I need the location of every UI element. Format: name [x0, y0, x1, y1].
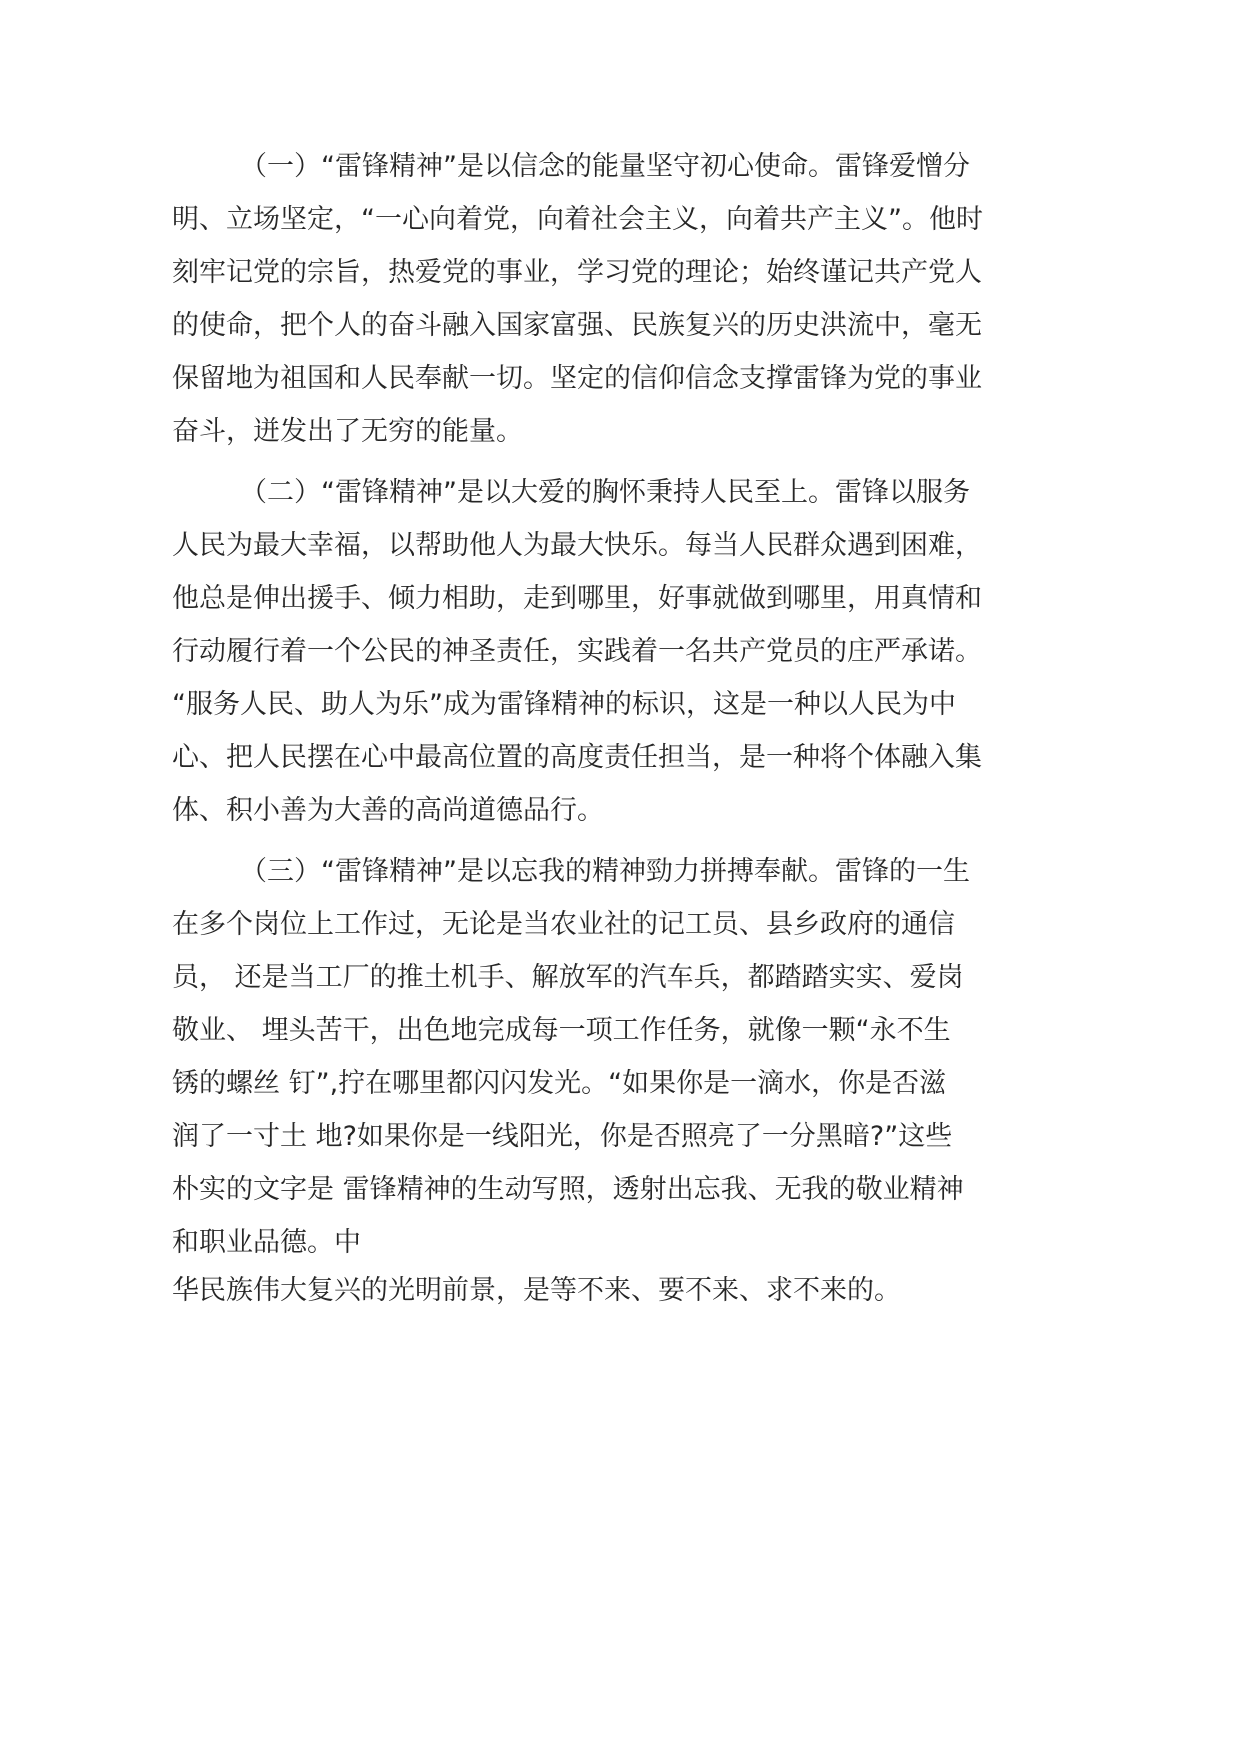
paragraph-3-line-3: 员， 还是当工厂的推土机手、解放军的汽车兵，都踏踏实实、爱岗 — [172, 962, 964, 993]
paragraph-3-line-1: （三）“雷锋精神”是以忘我的精神勁力拼搏奉献。雷锋的一生 — [240, 856, 970, 887]
paragraph-3-line-4: 敬业、 埋头苦干，出色地完成每一项工作任务，就像一颗“永不生 — [172, 1015, 951, 1046]
paragraph-1-line-5: 保留地为祖国和人民奉献一切。坚定的信仰信念支撑雷锋为党的事业 — [172, 363, 982, 394]
paragraph-1-line-3: 刻牢记党的宗旨，热爱党的事业，学习党的理论；始终谨记共产党人 — [172, 257, 982, 288]
paragraph-2-line-2: 人民为最大幸福，以帮助他人为最大快乐。每当人民群众遇到困难， — [172, 530, 982, 561]
paragraph-3-line-8: 和职业品德。中 — [172, 1227, 361, 1258]
paragraph-1-line-4: 的使命，把个人的奋斗融入国家富强、民族复兴的历史洪流中，毫无 — [172, 310, 982, 341]
paragraph-2-line-6: 心、把人民摆在心中最高位置的高度责任担当，是一种将个体融入集 — [172, 742, 982, 773]
paragraph-3-line-9: 华民族伟大复兴的光明前景，是等不来、要不来、求不来的。 — [172, 1275, 901, 1306]
paragraph-3-line-6: 润了一寸土 地?如果你是一线阳光，你是否照亮了一分黑暗?”这些 — [172, 1121, 953, 1152]
paragraph-3-line-2: 在多个岗位上工作过，无论是当农业社的记工员、县乡政府的通信 — [172, 909, 955, 940]
paragraph-2-line-1: （二）“雷锋精神”是以大爱的胸怀秉持人民至上。雷锋以服务 — [240, 477, 970, 508]
paragraph-1-line-2: 明、立场坚定，“一心向着党，向着社会主义，向着共产主义”。他时 — [172, 204, 983, 235]
paragraph-3-line-5: 锈的螺丝 钉”,拧在哪里都闪闪发光。“如果你是一滴水，你是否滋 — [172, 1068, 947, 1099]
paragraph-2-line-4: 行动履行着一个公民的神圣责任，实践着一名共产党员的庄严承诺。 — [172, 636, 982, 667]
paragraph-2-line-3: 他总是伸出援手、倾力相助，走到哪里，好事就做到哪里，用真情和 — [172, 583, 982, 614]
paragraph-2-line-7: 体、积小善为大善的高尚道德品行。 — [172, 795, 604, 826]
paragraph-3-line-7: 朴实的文字是 雷锋精神的生动写照，透射出忘我、无我的敬业精神 — [172, 1174, 964, 1205]
paragraph-1-line-1: （一）“雷锋精神”是以信念的能量坚守初心使命。雷锋爱憎分 — [240, 151, 970, 182]
paragraph-1-line-6: 奋斗，迸发出了无穷的能量。 — [172, 416, 523, 447]
paragraph-2-line-5: “服务人民、助人为乐”成为雷锋精神的标识，这是一种以人民为中 — [172, 689, 956, 720]
